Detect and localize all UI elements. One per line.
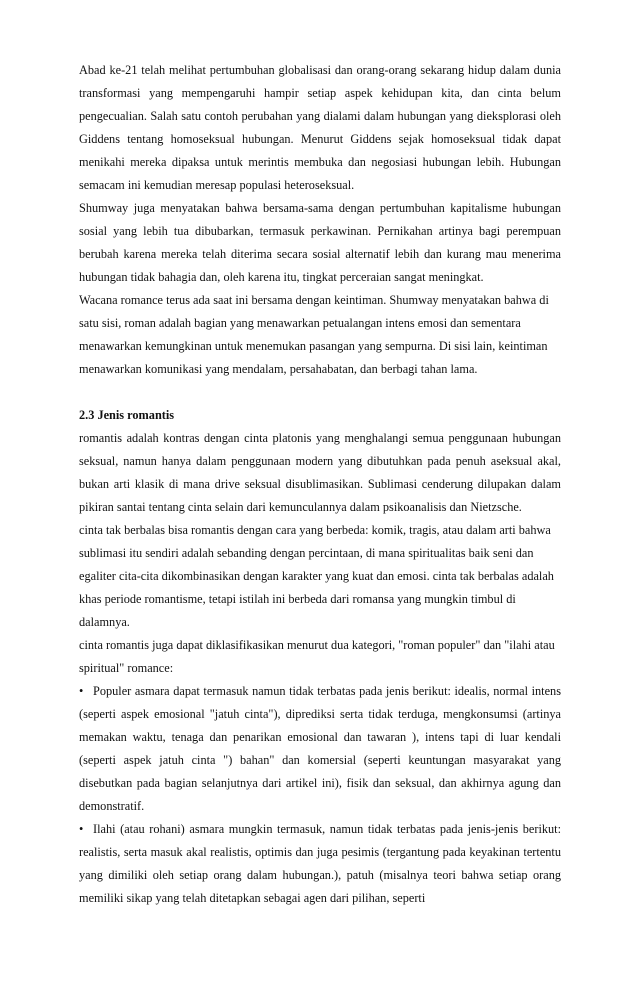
paragraph-unrequited-love: cinta tak berbalas bisa romantis dengan cara yang berbeda: komik, tragis, atau dalam arti bahwa sublimasi itu sendiri adalah sebanding dengan percintaan, di mana spiritualitas baik seni dan egaliter cita-cita dikombinasikan dengan karakter yang kuat dan emosi. cinta tak berbalas adalah khas periode romantisme, tetapi istilah ini berbeda dari romansa yang mungkin timbul di dalamnya.	[79, 523, 554, 629]
bullet-icon: •	[79, 822, 84, 836]
bullet-item-text: Populer asmara dapat termasuk namun tidak terbatas pada jenis berikut: idealis, normal intens (seperti aspek emosional "jatuh cinta"), diprediksi serta tidak terduga, mengkonsumsi (artinya memakan waktu, tenaga dan penarikan emosional dan tawaran ), intens tapi di luar kendali (seperti aspek jatuh cinta ") bahan" dan komersial (seperti keuntungan masyarakat yang disebutkan pada bagian selanjutnya dari artikel ini), fisik dan seksual, dan akhirnya agung dan demonstratif.	[79, 684, 561, 813]
section-heading: 2.3 Jenis romantis	[79, 408, 175, 422]
paragraph-platonic-contrast: romantis adalah kontras dengan cinta platonis yang menghalangi semua penggunaan hubungan seksual, namun hanya dalam penggunaan modern yang dibutuhkan pada penuh aseksual akal, bukan arti klasik di mana drive seksual disublimasikan. Sublimasi cenderung dilupakan dalam pikiran santai tentang cinta selain dari kemunculannya dalam psikoanalisis dan Nietzsche.	[79, 431, 561, 514]
paragraph-romance-intimacy: Wacana romance terus ada saat ini bersama dengan keintiman. Shumway menyatakan bahwa di satu sisi, roman adalah bagian yang menawarkan petualangan intens emosi dan sementara menawarkan kemungkinan untuk menemukan pasangan yang sempurna. Di sisi lain, keintiman menawarkan komunikasi yang mendalam, persahabatan, dan berbagi tahan lama.	[79, 293, 549, 376]
bullet-item-divine-romance	[79, 818, 561, 910]
paragraph-classification: cinta romantis juga dapat diklasifikasikan menurut dua kategori, "roman populer" dan "ilahi atau spiritual" romance:	[79, 638, 555, 675]
paragraph-globalization: Abad ke-21 telah melihat pertumbuhan globalisasi dan orang-orang sekarang hidup dalam dunia transformasi yang mempengaruhi hampir setiap aspek kehidupan kita, dan cinta belum pengecualian. Salah satu contoh perubahan yang dialami dalam hubungan yang dieksplorasi oleh Giddens tentang homoseksual hubungan. Menurut Giddens sejak homoseksual tidak dapat menikahi mereka dipaksa untuk merintis membuka dan negosiasi hubungan lebih. Hubungan semacam ini kemudian meresap populasi heteroseksual.	[79, 63, 561, 192]
bullet-icon: •	[79, 684, 84, 698]
document-body	[79, 59, 561, 910]
bullet-item-popular-romance	[79, 680, 561, 818]
paragraph-shumway-capitalism: Shumway juga menyatakan bahwa bersama-sama dengan pertumbuhan kapitalisme hubungan sosial yang lebih tua dibubarkan, termasuk perkawinan. Pernikahan artinya bagi perempuan berubah karena mereka telah diterima secara sosial alternatif lebih dan kurang mau menerima hubungan tidak bahagia dan, oleh karena itu, tingkat perceraian sangat meningkat.	[79, 201, 561, 284]
paragraph-spacer	[79, 381, 561, 404]
bullet-item-text: Ilahi (atau rohani) asmara mungkin termasuk, namun tidak terbatas pada jenis-jenis berikut: realistis, serta masuk akal realistis, optimis dan juga pesimis (tergantung pada keyakinan tertentu yang dimiliki oleh setiap orang dalam hubungan.), patuh (misalnya teori bahwa setiap orang memiliki sikap yang telah ditetapkan sebagai agen dari pilihan, seperti	[79, 822, 561, 905]
